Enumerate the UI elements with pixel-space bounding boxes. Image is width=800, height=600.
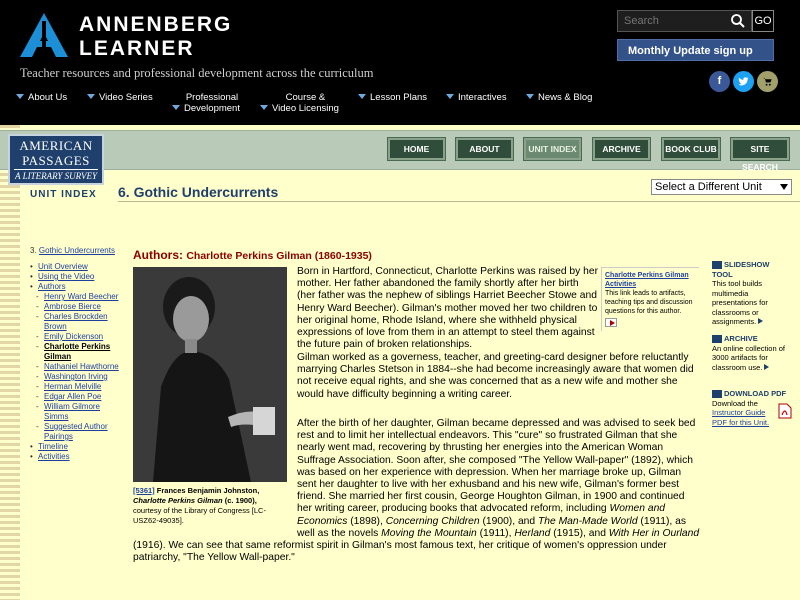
- nav-label: Lesson Plans: [370, 92, 428, 103]
- left-nav-author[interactable]: - William Gilmore Simms: [30, 402, 120, 422]
- article-paragraph-3-tail: (1916). We can see that same reformist spirit in Gilman's most famous text, her critique of women's oppression under patriarchy, "The Yellow Wall-paper.": [133, 540, 667, 564]
- paragraph-text: (1898),: [347, 515, 386, 527]
- ap-logo-line1: AMERICAN: [19, 138, 93, 153]
- nav-lesson-plans[interactable]: [358, 92, 427, 103]
- chevron-down-icon: [446, 94, 454, 99]
- nav-label: Interactives: [458, 92, 507, 103]
- chevron-down-icon: [780, 184, 788, 190]
- author-link[interactable]: Herman Melville: [44, 382, 102, 391]
- arrow-right-icon[interactable]: [764, 364, 769, 370]
- tab-about[interactable]: ABOUT: [456, 138, 513, 160]
- article-heading: [133, 248, 372, 262]
- article-paragraph-1: Born in Hartford, Connecticut, Charlotte Perkins was raised by her mother. Her father abandoned the family shortly after her birth (her father was the nephew of siblings Harriet Beecher Stowe and Henry Ward Beecher). Gilman's mother moved her two children to her original home, Rhode Island, where she withheld physical expressions of love from them in an attempt to steel them against the future pain of broken relationships.: [297, 266, 599, 351]
- left-nav-author-current[interactable]: - Charlotte Perkins Gilman: [30, 342, 120, 362]
- nav-about-us[interactable]: [16, 92, 67, 103]
- nav-course-video-licensing[interactable]: [260, 92, 339, 114]
- slideshow-heading[interactable]: SLIDESHOW TOOL: [712, 260, 770, 279]
- author-link[interactable]: Edgar Allen Poe: [44, 392, 102, 401]
- author-link[interactable]: Nathaniel Hawthorne: [44, 362, 119, 371]
- archive-heading[interactable]: ARCHIVE: [724, 334, 758, 343]
- chevron-down-icon: [172, 105, 180, 110]
- nav-interactives[interactable]: [446, 92, 507, 103]
- instructor-guide-pdf-link[interactable]: Instructor Guide PDF for this Unit.: [712, 408, 770, 427]
- left-nav-author[interactable]: - Nathaniel Hawthorne: [36, 362, 119, 371]
- tab-archive[interactable]: ARCHIVE: [593, 138, 650, 160]
- tab-book-club[interactable]: BOOK CLUB: [662, 138, 720, 160]
- book-title: The Man-Made World: [537, 515, 638, 527]
- author-link[interactable]: William Gilmore Simms: [44, 402, 100, 421]
- arrow-right-icon[interactable]: [758, 318, 763, 324]
- left-nav-timeline[interactable]: Timeline: [38, 442, 68, 451]
- facebook-icon[interactable]: f: [709, 71, 730, 92]
- nav-video-series[interactable]: [87, 92, 153, 103]
- monthly-update-signup-button[interactable]: Monthly Update sign up: [617, 39, 774, 61]
- nav-professional-development[interactable]: [172, 92, 240, 114]
- nav-label: About Us: [28, 92, 68, 103]
- left-nav-author[interactable]: - Suggested Author Pairings: [30, 422, 120, 442]
- chevron-down-icon: [260, 105, 268, 110]
- chevron-down-icon: [358, 94, 366, 99]
- unit-select-dropdown[interactable]: [651, 179, 792, 195]
- left-nav-author[interactable]: - Emily Dickenson: [36, 332, 104, 341]
- caption-year: (c. 1900),: [224, 496, 257, 505]
- caption-artifact-link[interactable]: [5361]: [133, 486, 155, 495]
- slideshow-tool-block[interactable]: [712, 260, 792, 327]
- nav-label: News & Blog: [538, 92, 593, 103]
- chevron-down-icon: [16, 94, 24, 99]
- left-nav-item[interactable]: • Using the Video: [30, 272, 95, 281]
- unit-index-label: UNIT INDEX: [30, 189, 97, 200]
- caption-title: Charlotte Perkins Gilman: [133, 496, 223, 505]
- tagline: Teacher resources and professional development across the curriculum: [20, 66, 374, 80]
- ap-logo-line3: A LITERARY SURVEY: [14, 171, 97, 181]
- nav-label-top: Professional: [185, 92, 239, 103]
- download-text: Download the: [712, 398, 758, 408]
- activities-link[interactable]: Charlotte Perkins Gilman Activities: [605, 272, 689, 288]
- left-nav-item[interactable]: • Timeline: [30, 442, 68, 451]
- left-nav-activities[interactable]: Activities: [38, 452, 70, 461]
- archive-text: An online collection of 3000 artifacts for classroom use.: [712, 343, 785, 372]
- left-nav-author[interactable]: - Ambrose Bierce: [36, 302, 101, 311]
- left-nav-authors[interactable]: Authors: [38, 282, 66, 291]
- left-nav-heading-link[interactable]: Gothic Undercurrents: [38, 246, 115, 255]
- article-heading-label: Authors:: [133, 248, 183, 262]
- left-nav-author[interactable]: - Herman Melville: [36, 382, 102, 391]
- annenberg-logo-icon[interactable]: [18, 11, 70, 59]
- left-nav-author[interactable]: - Edgar Allen Poe: [36, 392, 102, 401]
- nav-label-top: Course &: [285, 92, 326, 103]
- pdf-icon[interactable]: [778, 403, 792, 419]
- book-title: Women and Economics: [297, 503, 666, 527]
- author-link[interactable]: Emily Dickenson: [44, 332, 104, 341]
- activities-description: This link leads to artifacts, teaching tips and discussion questions for this author.: [605, 290, 693, 315]
- left-nav-author[interactable]: - Henry Ward Beecher: [36, 292, 119, 301]
- author-portrait-image[interactable]: [133, 267, 287, 482]
- slideshow-icon: [712, 261, 722, 269]
- brand-line-1[interactable]: ANNENBERG: [79, 13, 233, 36]
- decorative-stripe: [0, 125, 20, 600]
- paragraph-text: (1900), and: [479, 515, 538, 527]
- american-passages-logo[interactable]: [8, 134, 104, 185]
- archive-block[interactable]: [712, 334, 792, 372]
- article-heading-author: Charlotte Perkins Gilman (1860-1935): [186, 250, 372, 262]
- nav-label-bottom: Video Licensing: [272, 103, 339, 114]
- author-link-current[interactable]: Charlotte Perkins Gilman: [44, 342, 111, 361]
- search-go-button[interactable]: GO: [752, 10, 774, 32]
- brand-line-2[interactable]: LEARNER: [79, 37, 195, 60]
- left-nav-item[interactable]: • Activities: [30, 452, 70, 461]
- left-nav-heading-num: 3.: [30, 246, 37, 255]
- tab-unit-index[interactable]: UNIT INDEX: [524, 138, 581, 160]
- author-link[interactable]: Henry Ward Beecher: [44, 292, 119, 301]
- paragraph-text: After the birth of her daughter, Gilman became depressed and was advised to seek bed rest and to limit her intellectual endeavors. This "cure" so frustrated Gilman that she nearly went mad, recovering by thrusting her energies into the American Woman Suffrage Association. Soon after, she composed "The Yellow Wall-paper" (1892), which was based on her experience with depression. When her marriage broke up, Gilman sent her daughter to live with her exhusband and his new wife, Gilman's former best friend. She married her first cousin, George Houghton Gilman, in 1900 and continued her writing career, producing books that advocated reform, including: [297, 418, 696, 515]
- tab-site-search[interactable]: SITE SEARCH: [731, 138, 789, 160]
- left-nav-author[interactable]: - Charles Brockden Brown: [30, 312, 120, 332]
- book-title: Herland: [514, 527, 551, 539]
- caption-source: courtesy of the Library of Congress [LC-USZ62-49035].: [133, 506, 266, 525]
- play-icon[interactable]: [605, 318, 617, 327]
- search-icon[interactable]: [730, 13, 746, 29]
- section-title: 6. Gothic Undercurrents: [118, 184, 279, 200]
- book-title: Concerning Children: [385, 515, 480, 527]
- download-heading[interactable]: DOWNLOAD PDF: [724, 389, 787, 398]
- chevron-down-icon: [87, 94, 95, 99]
- paragraph-text: (1911), as well as the novels: [297, 515, 687, 539]
- slideshow-text: This tool builds multimedia presentations for classrooms or assignments.: [712, 279, 768, 326]
- ap-logo-line2: PASSAGES: [22, 153, 90, 168]
- portrait-caption: [133, 486, 291, 526]
- twitter-icon[interactable]: [733, 71, 754, 92]
- paragraph-text: (1911),: [476, 527, 515, 539]
- article-paragraph-2: Gilman worked as a governess, teacher, and greeting-card designer before reluctantly marrying Charles Stetson in 1884--she had become increasingly aware that women did not receive equal rights, and she was concerned that as a new wife and mother she would have difficulty beginning a writing career.: [297, 352, 694, 400]
- download-icon: [712, 390, 722, 398]
- left-nav-using-the-video[interactable]: Using the Video: [38, 272, 95, 281]
- activities-box[interactable]: [601, 267, 699, 331]
- cart-icon[interactable]: [757, 71, 778, 92]
- author-link[interactable]: Charles Brockden Brown: [44, 312, 108, 331]
- unit-select-value: Select a Different Unit: [655, 181, 762, 193]
- author-link[interactable]: Washington Irving: [44, 372, 108, 381]
- book-title: Moving the Mountain: [381, 527, 477, 539]
- caption-credit: Frances Benjamin Johnston,: [156, 486, 260, 495]
- nav-label-bottom: Development: [184, 103, 240, 114]
- site-header: [0, 0, 800, 125]
- title-divider: [118, 201, 800, 202]
- left-nav-unit-overview[interactable]: Unit Overview: [38, 262, 88, 271]
- chevron-down-icon: [526, 94, 534, 99]
- left-nav-heading: [30, 246, 120, 256]
- tab-home[interactable]: HOME: [388, 138, 445, 160]
- left-nav-author[interactable]: - Washington Irving: [36, 372, 108, 381]
- author-link[interactable]: Suggested Author Pairings: [44, 422, 108, 441]
- left-nav-item[interactable]: • Authors: [30, 282, 66, 291]
- book-title: With Her in Ourland: [608, 527, 700, 539]
- author-link[interactable]: Ambrose Bierce: [44, 302, 101, 311]
- left-nav: [30, 246, 120, 462]
- article-paragraph-3: [297, 418, 700, 540]
- nav-label: Video Series: [99, 92, 153, 103]
- nav-news-blog[interactable]: [526, 92, 592, 103]
- left-nav-item[interactable]: • Unit Overview: [30, 262, 88, 271]
- paragraph-text: (1915), and: [550, 527, 609, 539]
- archive-icon: [712, 335, 722, 343]
